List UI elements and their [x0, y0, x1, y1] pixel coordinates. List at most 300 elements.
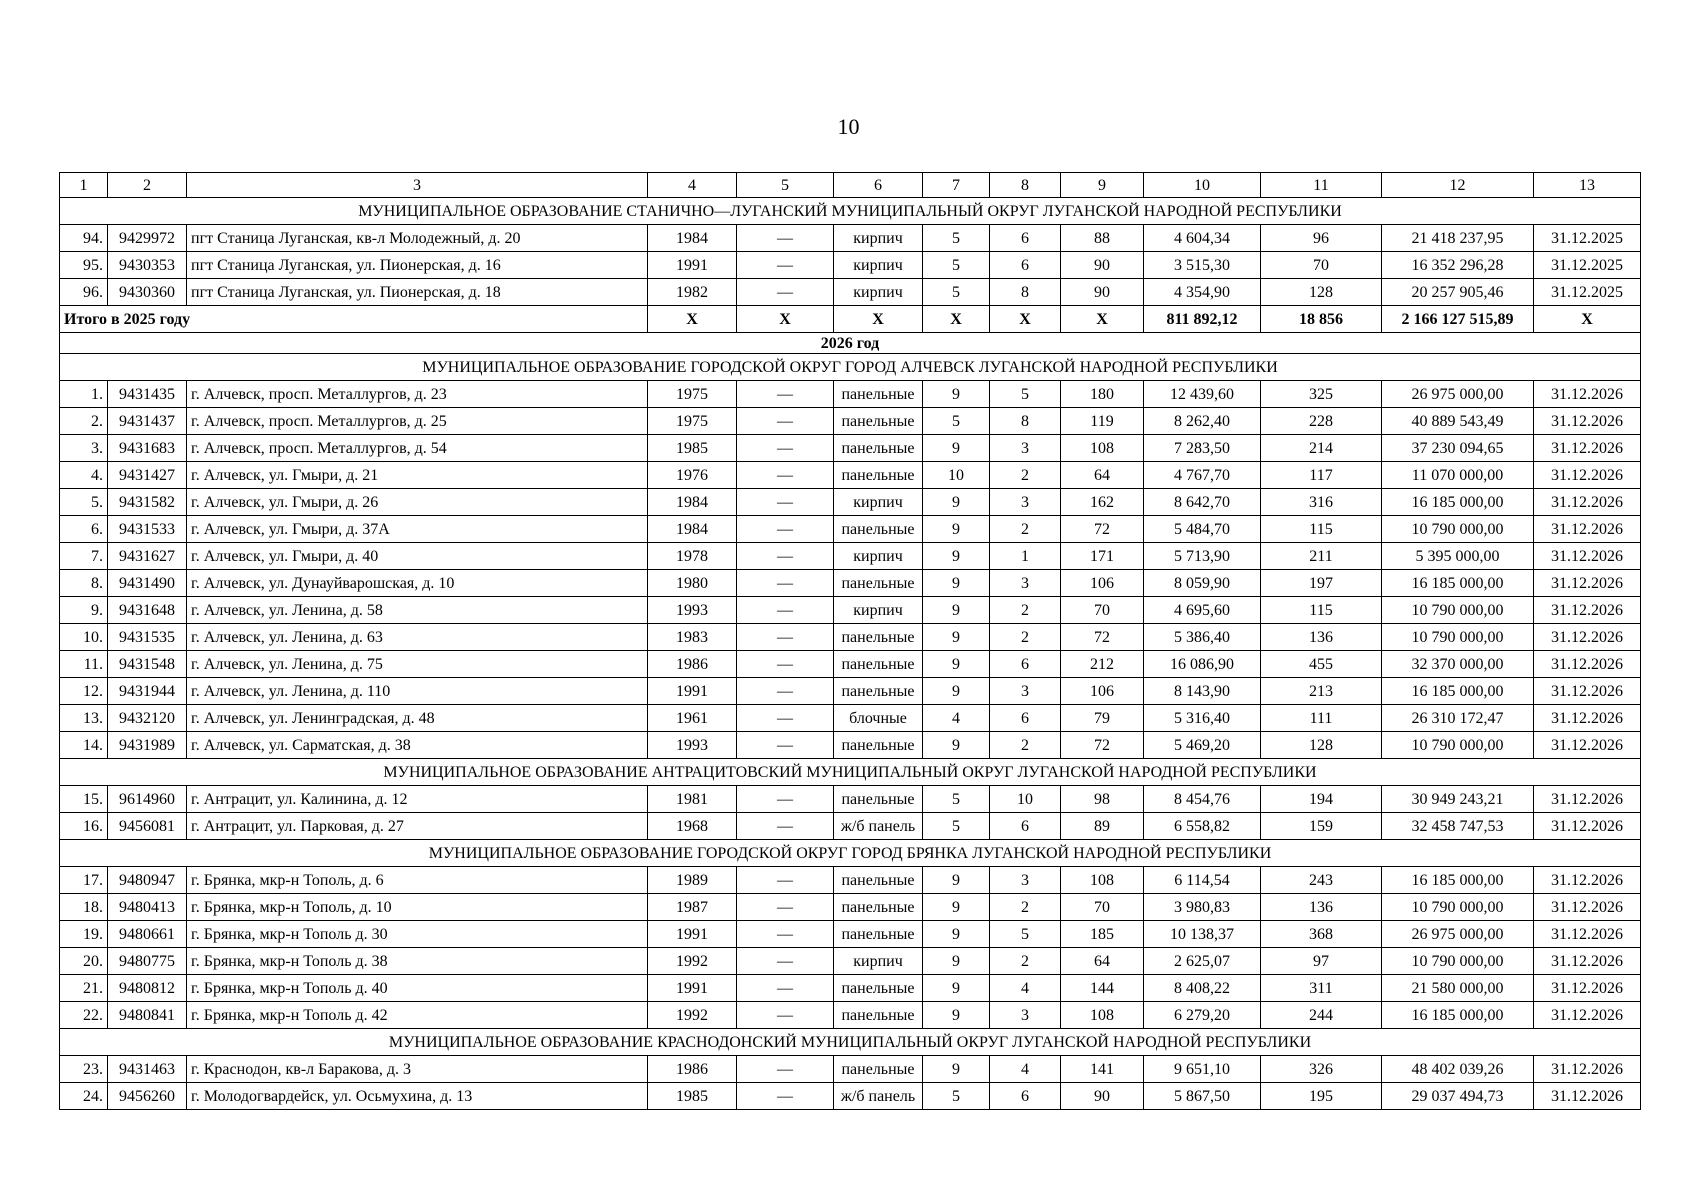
col5-value-cell: — [737, 597, 834, 624]
cost-cell: 26 310 172,47 [1382, 705, 1534, 732]
total-cell: 18 856 [1261, 306, 1382, 333]
wall-material-cell: панельные [834, 921, 923, 948]
table-row [60, 1056, 1641, 1083]
row-number-cell: 19. [60, 921, 108, 948]
column-header: 12 [1382, 173, 1534, 198]
area-cell: 5 713,90 [1144, 543, 1261, 570]
col5-value-cell: — [737, 279, 834, 306]
section-header-row [60, 354, 1641, 381]
col5-value-cell: — [737, 516, 834, 543]
wall-material-cell: панельные [834, 435, 923, 462]
table-row [60, 921, 1641, 948]
cadastral-id-cell: 9480775 [108, 948, 187, 975]
apartments-cell: 89 [1061, 813, 1144, 840]
total-cell: Х [923, 306, 990, 333]
cost-cell: 32 370 000,00 [1382, 651, 1534, 678]
floors-cell: 5 [923, 252, 990, 279]
wall-material-cell: панельные [834, 786, 923, 813]
floors-cell: 9 [923, 570, 990, 597]
build-year-cell: 1984 [648, 516, 737, 543]
wall-material-cell: панельные [834, 462, 923, 489]
cost-cell: 21 580 000,00 [1382, 975, 1534, 1002]
row-number-cell: 15. [60, 786, 108, 813]
entrances-cell: 3 [990, 570, 1061, 597]
entrances-cell: 2 [990, 732, 1061, 759]
row-number-cell: 2. [60, 408, 108, 435]
cost-cell: 10 790 000,00 [1382, 732, 1534, 759]
area-cell: 6 114,54 [1144, 867, 1261, 894]
col5-value-cell: — [737, 624, 834, 651]
entrances-cell: 3 [990, 867, 1061, 894]
address-cell: г. Алчевск, ул. Гмыри, д. 37А [187, 516, 648, 543]
apartments-cell: 90 [1061, 1083, 1144, 1110]
table-row [60, 813, 1641, 840]
area-cell: 3 980,83 [1144, 894, 1261, 921]
apartments-cell: 70 [1061, 894, 1144, 921]
cadastral-id-cell: 9431582 [108, 489, 187, 516]
page-number: 10 [837, 114, 860, 139]
area-cell: 6 558,82 [1144, 813, 1261, 840]
address-cell: пгт Станица Луганская, ул. Пионерская, д. 18 [187, 279, 648, 306]
cost-cell: 26 975 000,00 [1382, 381, 1534, 408]
build-year-cell: 1993 [648, 732, 737, 759]
row-number-cell: 21. [60, 975, 108, 1002]
build-year-cell: 1968 [648, 813, 737, 840]
address-cell: г. Антрацит, ул. Калинина, д. 12 [187, 786, 648, 813]
entrances-cell: 6 [990, 225, 1061, 252]
area-cell: 8 059,90 [1144, 570, 1261, 597]
row-number-cell: 17. [60, 867, 108, 894]
floors-cell: 9 [923, 732, 990, 759]
deadline-cell: 31.12.2025 [1534, 252, 1641, 279]
floors-cell: 5 [923, 408, 990, 435]
area-cell: 8 143,90 [1144, 678, 1261, 705]
section-title: МУНИЦИПАЛЬНОЕ ОБРАЗОВАНИЕ СТАНИЧНО—ЛУГАНСКИЙ МУНИЦИПАЛЬНЫЙ ОКРУГ ЛУГАНСКОЙ НАРОДНОЙ РЕСПУБЛИКИ [60, 198, 1641, 225]
row-number-cell: 5. [60, 489, 108, 516]
total-cell: Х [737, 306, 834, 333]
table-row [60, 252, 1641, 279]
col5-value-cell: — [737, 948, 834, 975]
wall-material-cell: панельные [834, 651, 923, 678]
cadastral-id-cell: 9431548 [108, 651, 187, 678]
deadline-cell: 31.12.2026 [1534, 948, 1641, 975]
apartments-cell: 141 [1061, 1056, 1144, 1083]
table-row [60, 948, 1641, 975]
residents-cell: 128 [1261, 279, 1382, 306]
table-row [60, 462, 1641, 489]
table-row [60, 678, 1641, 705]
wall-material-cell: панельные [834, 975, 923, 1002]
wall-material-cell: панельные [834, 1056, 923, 1083]
row-number-cell: 1. [60, 381, 108, 408]
col5-value-cell: — [737, 1056, 834, 1083]
build-year-cell: 1984 [648, 489, 737, 516]
cadastral-id-cell: 9431627 [108, 543, 187, 570]
row-number-cell: 3. [60, 435, 108, 462]
entrances-cell: 2 [990, 894, 1061, 921]
build-year-cell: 1976 [648, 462, 737, 489]
deadline-cell: 31.12.2026 [1534, 489, 1641, 516]
cost-cell: 16 185 000,00 [1382, 489, 1534, 516]
table-row [60, 1002, 1641, 1029]
entrances-cell: 3 [990, 1002, 1061, 1029]
table-row [60, 894, 1641, 921]
year-title: 2026 год [60, 333, 1641, 354]
table-row [60, 381, 1641, 408]
address-cell: г. Брянка, мкр-н Тополь, д. 6 [187, 867, 648, 894]
table-row [60, 732, 1641, 759]
area-cell: 8 642,70 [1144, 489, 1261, 516]
cadastral-id-cell: 9430353 [108, 252, 187, 279]
residents-cell: 325 [1261, 381, 1382, 408]
residents-cell: 117 [1261, 462, 1382, 489]
apartments-cell: 185 [1061, 921, 1144, 948]
residents-cell: 228 [1261, 408, 1382, 435]
row-number-cell: 96. [60, 279, 108, 306]
cadastral-id-cell: 9480812 [108, 975, 187, 1002]
section-header-row [60, 759, 1641, 786]
table-row [60, 975, 1641, 1002]
deadline-cell: 31.12.2026 [1534, 570, 1641, 597]
floors-cell: 5 [923, 1083, 990, 1110]
floors-cell: 5 [923, 279, 990, 306]
apartments-cell: 119 [1061, 408, 1144, 435]
cadastral-id-cell: 9614960 [108, 786, 187, 813]
entrances-cell: 2 [990, 462, 1061, 489]
build-year-cell: 1983 [648, 624, 737, 651]
residents-cell: 455 [1261, 651, 1382, 678]
residents-cell: 128 [1261, 732, 1382, 759]
apartments-cell: 70 [1061, 597, 1144, 624]
floors-cell: 9 [923, 381, 990, 408]
cost-cell: 26 975 000,00 [1382, 921, 1534, 948]
col5-value-cell: — [737, 651, 834, 678]
address-cell: г. Брянка, мкр-н Тополь д. 38 [187, 948, 648, 975]
column-header: 5 [737, 173, 834, 198]
cadastral-id-cell: 9429972 [108, 225, 187, 252]
table-row [60, 624, 1641, 651]
wall-material-cell: панельные [834, 732, 923, 759]
col5-value-cell: — [737, 1083, 834, 1110]
deadline-cell: 31.12.2026 [1534, 1056, 1641, 1083]
entrances-cell: 1 [990, 543, 1061, 570]
residents-cell: 311 [1261, 975, 1382, 1002]
build-year-cell: 1989 [648, 867, 737, 894]
address-cell: г. Алчевск, ул. Сарматская, д. 38 [187, 732, 648, 759]
entrances-cell: 6 [990, 1083, 1061, 1110]
col5-value-cell: — [737, 225, 834, 252]
build-year-cell: 1961 [648, 705, 737, 732]
build-year-cell: 1991 [648, 252, 737, 279]
cost-cell: 37 230 094,65 [1382, 435, 1534, 462]
deadline-cell: 31.12.2025 [1534, 279, 1641, 306]
cadastral-id-cell: 9431437 [108, 408, 187, 435]
residents-cell: 159 [1261, 813, 1382, 840]
row-number-cell: 11. [60, 651, 108, 678]
apartments-cell: 108 [1061, 435, 1144, 462]
address-cell: г. Алчевск, ул. Дунауйварошская, д. 10 [187, 570, 648, 597]
deadline-cell: 31.12.2026 [1534, 813, 1641, 840]
cost-cell: 16 185 000,00 [1382, 678, 1534, 705]
residents-cell: 243 [1261, 867, 1382, 894]
apartments-cell: 88 [1061, 225, 1144, 252]
deadline-cell: 31.12.2026 [1534, 651, 1641, 678]
col5-value-cell: — [737, 867, 834, 894]
residents-cell: 194 [1261, 786, 1382, 813]
build-year-cell: 1986 [648, 651, 737, 678]
residents-cell: 136 [1261, 894, 1382, 921]
cost-cell: 16 185 000,00 [1382, 570, 1534, 597]
table-row [60, 570, 1641, 597]
table-row [60, 435, 1641, 462]
deadline-cell: 31.12.2026 [1534, 678, 1641, 705]
wall-material-cell: панельные [834, 408, 923, 435]
area-cell: 5 316,40 [1144, 705, 1261, 732]
floors-cell: 5 [923, 786, 990, 813]
col5-value-cell: — [737, 381, 834, 408]
total-cell: Х [834, 306, 923, 333]
cadastral-id-cell: 9430360 [108, 279, 187, 306]
col5-value-cell: — [737, 408, 834, 435]
entrances-cell: 5 [990, 381, 1061, 408]
cost-cell: 16 185 000,00 [1382, 1002, 1534, 1029]
build-year-cell: 1992 [648, 1002, 737, 1029]
table-row [60, 597, 1641, 624]
section-header-row [60, 840, 1641, 867]
build-year-cell: 1975 [648, 408, 737, 435]
section-title: МУНИЦИПАЛЬНОЕ ОБРАЗОВАНИЕ КРАСНОДОНСКИЙ МУНИЦИПАЛЬНЫЙ ОКРУГ ЛУГАНСКОЙ НАРОДНОЙ РЕСПУБЛИКИ [60, 1029, 1641, 1056]
apartments-cell: 171 [1061, 543, 1144, 570]
build-year-cell: 1991 [648, 975, 737, 1002]
total-cell: Х [648, 306, 737, 333]
address-cell: г. Краснодон, кв-л Баракова, д. 3 [187, 1056, 648, 1083]
cost-cell: 48 402 039,26 [1382, 1056, 1534, 1083]
row-number-cell: 7. [60, 543, 108, 570]
apartments-cell: 90 [1061, 279, 1144, 306]
total-cell: Х [1534, 306, 1641, 333]
apartments-cell: 106 [1061, 570, 1144, 597]
address-cell: г. Алчевск, просп. Металлургов, д. 25 [187, 408, 648, 435]
residents-cell: 70 [1261, 252, 1382, 279]
total-cell: Х [1061, 306, 1144, 333]
wall-material-cell: панельные [834, 1002, 923, 1029]
build-year-cell: 1975 [648, 381, 737, 408]
floors-cell: 9 [923, 678, 990, 705]
cost-cell: 29 037 494,73 [1382, 1083, 1534, 1110]
floors-cell: 5 [923, 813, 990, 840]
area-cell: 8 262,40 [1144, 408, 1261, 435]
cost-cell: 32 458 747,53 [1382, 813, 1534, 840]
column-header: 1 [60, 173, 108, 198]
floors-cell: 9 [923, 1002, 990, 1029]
table-row [60, 1083, 1641, 1110]
entrances-cell: 6 [990, 252, 1061, 279]
address-cell: г. Антрацит, ул. Парковая, д. 27 [187, 813, 648, 840]
entrances-cell: 4 [990, 1056, 1061, 1083]
residents-cell: 97 [1261, 948, 1382, 975]
build-year-cell: 1985 [648, 435, 737, 462]
row-number-cell: 95. [60, 252, 108, 279]
residents-cell: 211 [1261, 543, 1382, 570]
entrances-cell: 5 [990, 921, 1061, 948]
deadline-cell: 31.12.2026 [1534, 705, 1641, 732]
entrances-cell: 8 [990, 408, 1061, 435]
address-cell: г. Брянка, мкр-н Тополь д. 42 [187, 1002, 648, 1029]
floors-cell: 9 [923, 624, 990, 651]
row-number-cell: 8. [60, 570, 108, 597]
apartments-cell: 90 [1061, 252, 1144, 279]
apartments-cell: 108 [1061, 867, 1144, 894]
entrances-cell: 4 [990, 975, 1061, 1002]
address-cell: г. Алчевск, ул. Ленина, д. 58 [187, 597, 648, 624]
entrances-cell: 6 [990, 705, 1061, 732]
table-row [60, 705, 1641, 732]
total-cell: 811 892,12 [1144, 306, 1261, 333]
address-cell: г. Алчевск, просп. Металлургов, д. 54 [187, 435, 648, 462]
col5-value-cell: — [737, 462, 834, 489]
col5-value-cell: — [737, 489, 834, 516]
column-header: 4 [648, 173, 737, 198]
table-row [60, 489, 1641, 516]
column-header: 11 [1261, 173, 1382, 198]
cadastral-id-cell: 9431463 [108, 1056, 187, 1083]
table-row [60, 225, 1641, 252]
address-cell: г. Брянка, мкр-н Тополь д. 30 [187, 921, 648, 948]
wall-material-cell: кирпич [834, 225, 923, 252]
deadline-cell: 31.12.2026 [1534, 732, 1641, 759]
wall-material-cell: панельные [834, 894, 923, 921]
floors-cell: 9 [923, 597, 990, 624]
wall-material-cell: кирпич [834, 597, 923, 624]
cost-cell: 20 257 905,46 [1382, 279, 1534, 306]
build-year-cell: 1985 [648, 1083, 737, 1110]
residents-cell: 115 [1261, 597, 1382, 624]
apartments-cell: 72 [1061, 516, 1144, 543]
floors-cell: 9 [923, 921, 990, 948]
wall-material-cell: кирпич [834, 252, 923, 279]
address-cell: г. Алчевск, ул. Ленинградская, д. 48 [187, 705, 648, 732]
wall-material-cell: панельные [834, 678, 923, 705]
address-cell: г. Брянка, мкр-н Тополь д. 40 [187, 975, 648, 1002]
deadline-cell: 31.12.2026 [1534, 867, 1641, 894]
section-title: МУНИЦИПАЛЬНОЕ ОБРАЗОВАНИЕ ГОРОДСКОЙ ОКРУГ ГОРОД АЛЧЕВСК ЛУГАНСКОЙ НАРОДНОЙ РЕСПУБЛИКИ [60, 354, 1641, 381]
housing-register-table [59, 172, 1641, 1110]
apartments-cell: 180 [1061, 381, 1144, 408]
cadastral-id-cell: 9432120 [108, 705, 187, 732]
entrances-cell: 6 [990, 651, 1061, 678]
entrances-cell: 2 [990, 597, 1061, 624]
cost-cell: 10 790 000,00 [1382, 597, 1534, 624]
area-cell: 6 279,20 [1144, 1002, 1261, 1029]
apartments-cell: 144 [1061, 975, 1144, 1002]
section-title: МУНИЦИПАЛЬНОЕ ОБРАЗОВАНИЕ ГОРОДСКОЙ ОКРУГ ГОРОД БРЯНКА ЛУГАНСКОЙ НАРОДНОЙ РЕСПУБЛИКИ [60, 840, 1641, 867]
total-cell: 2 166 127 515,89 [1382, 306, 1534, 333]
total-row [60, 306, 1641, 333]
deadline-cell: 31.12.2026 [1534, 435, 1641, 462]
row-number-cell: 18. [60, 894, 108, 921]
entrances-cell: 2 [990, 948, 1061, 975]
cost-cell: 16 185 000,00 [1382, 867, 1534, 894]
build-year-cell: 1978 [648, 543, 737, 570]
row-number-cell: 23. [60, 1056, 108, 1083]
floors-cell: 10 [923, 462, 990, 489]
cost-cell: 10 790 000,00 [1382, 624, 1534, 651]
apartments-cell: 212 [1061, 651, 1144, 678]
deadline-cell: 31.12.2026 [1534, 624, 1641, 651]
floors-cell: 9 [923, 543, 990, 570]
wall-material-cell: панельные [834, 381, 923, 408]
build-year-cell: 1980 [648, 570, 737, 597]
column-header: 10 [1144, 173, 1261, 198]
entrances-cell: 6 [990, 813, 1061, 840]
apartments-cell: 106 [1061, 678, 1144, 705]
apartments-cell: 64 [1061, 948, 1144, 975]
area-cell: 9 651,10 [1144, 1056, 1261, 1083]
column-header: 2 [108, 173, 187, 198]
residents-cell: 96 [1261, 225, 1382, 252]
cadastral-id-cell: 9480841 [108, 1002, 187, 1029]
cadastral-id-cell: 9431989 [108, 732, 187, 759]
deadline-cell: 31.12.2026 [1534, 462, 1641, 489]
wall-material-cell: кирпич [834, 948, 923, 975]
build-year-cell: 1987 [648, 894, 737, 921]
total-cell: Х [990, 306, 1061, 333]
address-cell: г. Алчевск, ул. Ленина, д. 63 [187, 624, 648, 651]
apartments-cell: 72 [1061, 624, 1144, 651]
cadastral-id-cell: 9431944 [108, 678, 187, 705]
column-header: 3 [187, 173, 648, 198]
row-number-cell: 12. [60, 678, 108, 705]
table-row [60, 279, 1641, 306]
residents-cell: 136 [1261, 624, 1382, 651]
residents-cell: 213 [1261, 678, 1382, 705]
build-year-cell: 1993 [648, 597, 737, 624]
column-header: 9 [1061, 173, 1144, 198]
floors-cell: 9 [923, 948, 990, 975]
area-cell: 5 469,20 [1144, 732, 1261, 759]
table-row [60, 408, 1641, 435]
table-row [60, 516, 1641, 543]
column-header: 7 [923, 173, 990, 198]
row-number-cell: 6. [60, 516, 108, 543]
cadastral-id-cell: 9480661 [108, 921, 187, 948]
floors-cell: 9 [923, 516, 990, 543]
col5-value-cell: — [737, 1002, 834, 1029]
col5-value-cell: — [737, 705, 834, 732]
column-header: 6 [834, 173, 923, 198]
cost-cell: 21 418 237,95 [1382, 225, 1534, 252]
area-cell: 12 439,60 [1144, 381, 1261, 408]
cost-cell: 11 070 000,00 [1382, 462, 1534, 489]
residents-cell: 115 [1261, 516, 1382, 543]
cadastral-id-cell: 9456260 [108, 1083, 187, 1110]
address-cell: г. Молодогвардейск, ул. Осьмухина, д. 13 [187, 1083, 648, 1110]
floors-cell: 5 [923, 225, 990, 252]
residents-cell: 214 [1261, 435, 1382, 462]
floors-cell: 9 [923, 1056, 990, 1083]
deadline-cell: 31.12.2026 [1534, 408, 1641, 435]
col5-value-cell: — [737, 975, 834, 1002]
row-number-cell: 13. [60, 705, 108, 732]
area-cell: 5 867,50 [1144, 1083, 1261, 1110]
cadastral-id-cell: 9431648 [108, 597, 187, 624]
apartments-cell: 108 [1061, 1002, 1144, 1029]
deadline-cell: 31.12.2026 [1534, 381, 1641, 408]
table-row [60, 651, 1641, 678]
deadline-cell: 31.12.2026 [1534, 786, 1641, 813]
row-number-cell: 22. [60, 1002, 108, 1029]
area-cell: 5 386,40 [1144, 624, 1261, 651]
